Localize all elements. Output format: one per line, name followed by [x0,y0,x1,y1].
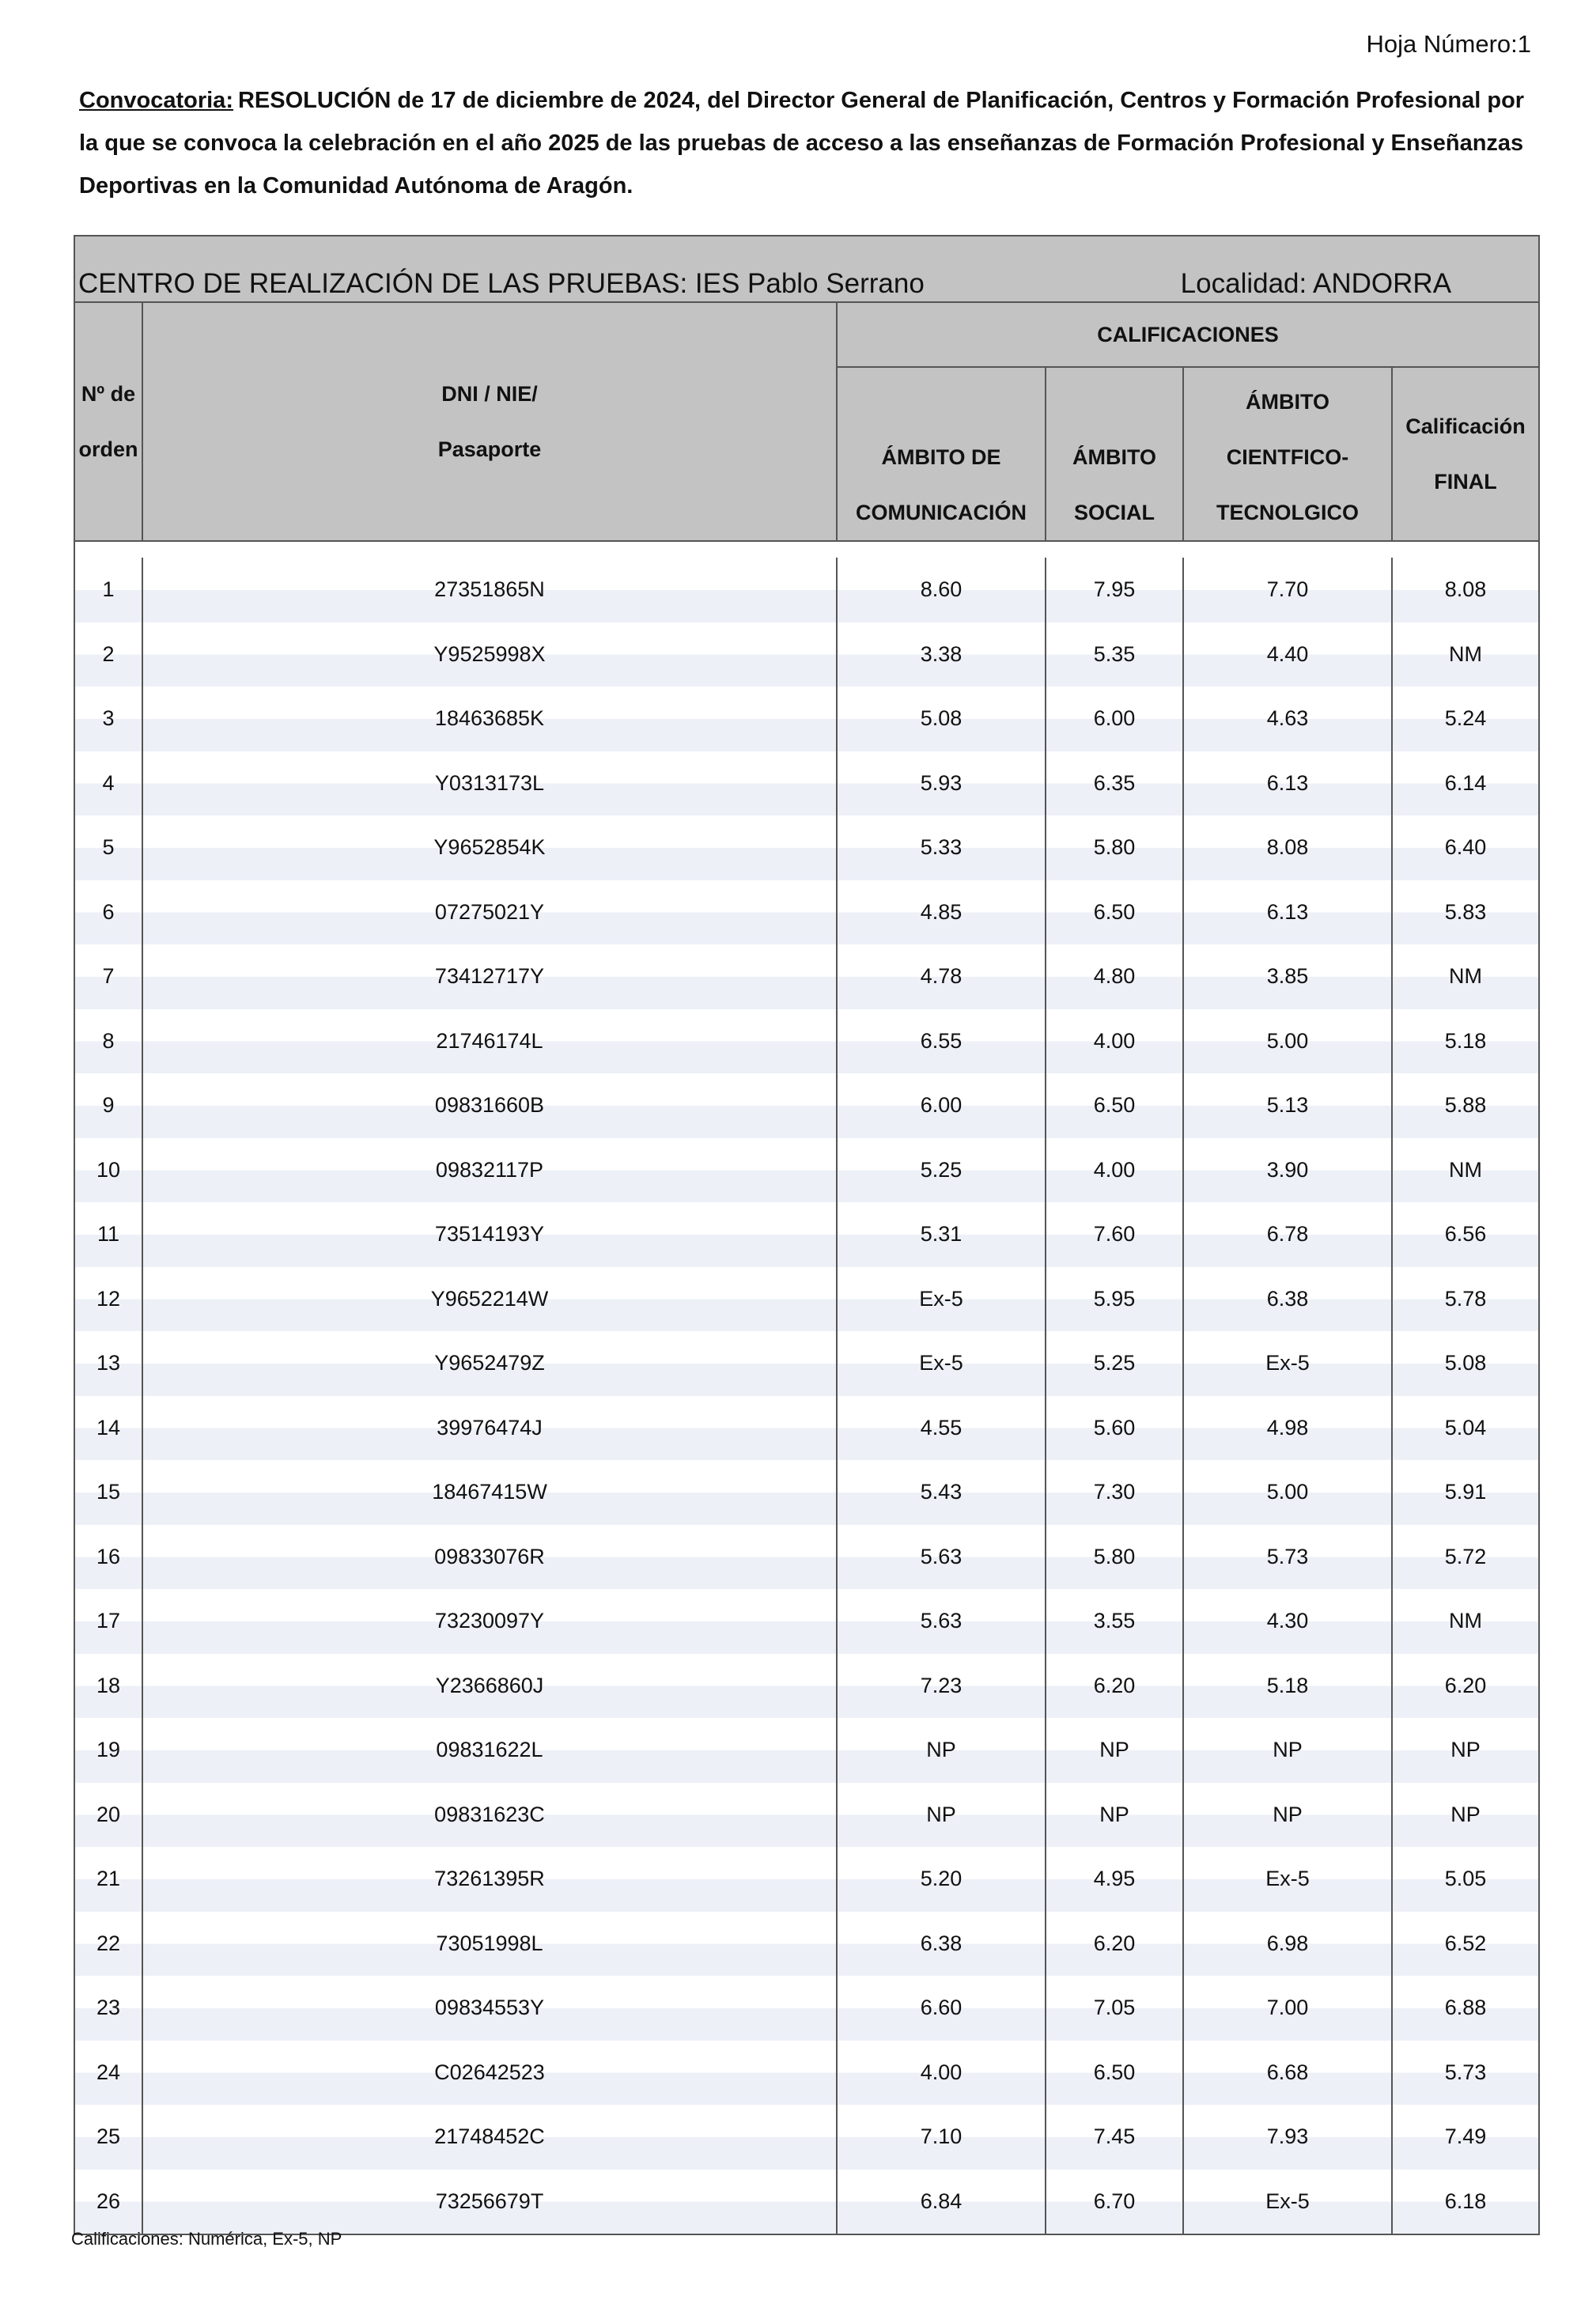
cell-final: 6.52 [1392,1912,1539,1977]
cell-comunicacion: 6.55 [837,1009,1046,1074]
cell-social: NP [1046,1718,1183,1783]
cell-final: 6.20 [1392,1654,1539,1719]
table-row [74,1912,1539,1977]
cell-social: 7.30 [1046,1460,1183,1525]
table-row [74,1396,1539,1461]
cell-social: 6.00 [1046,687,1183,751]
cell-social: 6.50 [1046,2041,1183,2105]
table-row [74,1138,1539,1203]
cell-final: 6.18 [1392,2170,1539,2235]
cell-social: 6.50 [1046,880,1183,945]
cell-order: 3 [74,687,142,751]
header-final [1392,367,1539,541]
cell-dni: 73230097Y [142,1589,837,1654]
cell-order: 11 [74,1202,142,1267]
cell-dni: 73514193Y [142,1202,837,1267]
cell-comunicacion: Ex-5 [837,1267,1046,1332]
cell-final: NP [1392,1718,1539,1783]
cell-order: 24 [74,2041,142,2105]
cell-dni: Y9525998X [142,622,837,687]
cell-dni: Y9652214W [142,1267,837,1332]
results-table [74,235,1540,2235]
cell-comunicacion: 4.00 [837,2041,1046,2105]
cell-cientifico: 6.98 [1183,1912,1392,1977]
cell-cientifico: 5.13 [1183,1073,1392,1138]
table-row [74,687,1539,751]
table-row [74,1976,1539,2041]
header-comunicacion [837,367,1046,541]
table-row [74,1202,1539,1267]
cell-cientifico: 7.93 [1183,2105,1392,2170]
header-order-line1: Nº de [81,382,136,406]
table-header [74,302,1539,541]
cell-comunicacion: 4.55 [837,1396,1046,1461]
cell-dni: 21748452C [142,2105,837,2170]
cell-order: 7 [74,944,142,1009]
cell-order: 12 [74,1267,142,1332]
header-social [1046,367,1183,541]
table-row [74,2170,1539,2235]
cell-dni: 09834553Y [142,1976,837,2041]
cell-dni: 07275021Y [142,880,837,945]
cell-final: NP [1392,1783,1539,1848]
cell-dni: 73256679T [142,2170,837,2235]
cell-order: 10 [74,1138,142,1203]
cell-final: 5.88 [1392,1073,1539,1138]
table-body [74,541,1539,2234]
cell-final: 7.49 [1392,2105,1539,2170]
cell-cientifico: 4.98 [1183,1396,1392,1461]
cell-order: 8 [74,1009,142,1074]
cell-dni: 39976474J [142,1396,837,1461]
cell-order: 20 [74,1783,142,1848]
cell-social: 4.95 [1046,1847,1183,1912]
table-row [74,1718,1539,1783]
cell-social: 6.20 [1046,1912,1183,1977]
cell-dni: Y2366860J [142,1654,837,1719]
cell-cientifico: 5.73 [1183,1525,1392,1590]
cell-social: 5.80 [1046,1525,1183,1590]
header-cientifico-line1: ÁMBITO CIENTFICO- [1226,390,1349,469]
cell-dni: Y9652479Z [142,1331,837,1396]
cell-comunicacion: 5.43 [837,1460,1046,1525]
cell-cientifico: 3.85 [1183,944,1392,1009]
cell-social: 3.55 [1046,1589,1183,1654]
cell-social: 4.00 [1046,1138,1183,1203]
table-row [74,2041,1539,2105]
cell-order: 18 [74,1654,142,1719]
cell-final: NM [1392,1138,1539,1203]
header-order [74,302,142,541]
header-social-line1: ÁMBITO [1072,445,1156,469]
cell-comunicacion: 3.38 [837,622,1046,687]
table-row [74,1654,1539,1719]
table-row [74,751,1539,816]
cell-social: 4.80 [1046,944,1183,1009]
cell-final: 5.18 [1392,1009,1539,1074]
cell-order: 19 [74,1718,142,1783]
cell-final: 5.83 [1392,880,1539,945]
cell-social: 7.45 [1046,2105,1183,2170]
table-row [74,1525,1539,1590]
cell-social: 7.60 [1046,1202,1183,1267]
cell-comunicacion: 7.23 [837,1654,1046,1719]
cell-comunicacion: 5.08 [837,687,1046,751]
header-dni [142,302,837,541]
cell-order: 16 [74,1525,142,1590]
cell-order: 6 [74,880,142,945]
table-row [74,880,1539,945]
center-row [74,236,1539,302]
locality-label: Localidad: ANDORRA [1180,268,1452,299]
footer-note: Calificaciones: Numérica, Ex-5, NP [71,2229,342,2249]
cell-cientifico: 4.40 [1183,622,1392,687]
cell-order: 15 [74,1460,142,1525]
cell-comunicacion: 5.20 [837,1847,1046,1912]
cell-order: 26 [74,2170,142,2235]
cell-dni: 21746174L [142,1009,837,1074]
cell-dni: 73051998L [142,1912,837,1977]
cell-final: 6.88 [1392,1976,1539,2041]
table-row [74,622,1539,687]
cell-order: 17 [74,1589,142,1654]
cell-final: 5.72 [1392,1525,1539,1590]
cell-final: 5.73 [1392,2041,1539,2105]
cell-dni: Y9652854K [142,815,837,880]
cell-order: 5 [74,815,142,880]
cell-dni: 09831623C [142,1783,837,1848]
cell-comunicacion: 6.84 [837,2170,1046,2235]
table-row [74,1847,1539,1912]
cell-cientifico: NP [1183,1783,1392,1848]
cell-cientifico: 5.00 [1183,1460,1392,1525]
cell-dni: 09833076R [142,1525,837,1590]
cell-cientifico: NP [1183,1718,1392,1783]
table-row [74,1460,1539,1525]
cell-social: 6.35 [1046,751,1183,816]
cell-order: 4 [74,751,142,816]
cell-comunicacion: 6.38 [837,1912,1046,1977]
table-row [74,1009,1539,1074]
cell-social: 5.95 [1046,1267,1183,1332]
header-final-line1: Calificación [1405,414,1526,438]
cell-dni: 73261395R [142,1847,837,1912]
cell-comunicacion: 5.63 [837,1525,1046,1590]
cell-cientifico: 6.13 [1183,880,1392,945]
cell-final: 5.91 [1392,1460,1539,1525]
header-comunicacion-line2: COMUNICACIÓN [856,501,1027,524]
cell-final: 6.56 [1392,1202,1539,1267]
table-row [74,1783,1539,1848]
cell-dni: 73412717Y [142,944,837,1009]
cell-comunicacion: 5.93 [837,751,1046,816]
cell-cientifico: 4.63 [1183,687,1392,751]
cell-dni: 18463685K [142,687,837,751]
cell-final: 5.04 [1392,1396,1539,1461]
cell-cientifico: 6.38 [1183,1267,1392,1332]
cell-cientifico: 6.13 [1183,751,1392,816]
cell-dni: 18467415W [142,1460,837,1525]
cell-dni: 09832117P [142,1138,837,1203]
cell-final: 5.05 [1392,1847,1539,1912]
cell-dni: Y0313173L [142,751,837,816]
cell-cientifico: Ex-5 [1183,1847,1392,1912]
cell-comunicacion: NP [837,1783,1046,1848]
table-row [74,1589,1539,1654]
cell-social: 7.05 [1046,1976,1183,2041]
cell-comunicacion: 5.25 [837,1138,1046,1203]
table-row [74,815,1539,880]
cell-order: 25 [74,2105,142,2170]
cell-final: 5.78 [1392,1267,1539,1332]
cell-cientifico: 6.68 [1183,2041,1392,2105]
convocatoria-paragraph [79,79,1526,207]
cell-final: NM [1392,1589,1539,1654]
cell-social: 6.70 [1046,2170,1183,2235]
cell-cientifico: 7.00 [1183,1976,1392,2041]
cell-comunicacion: Ex-5 [837,1331,1046,1396]
cell-comunicacion: 5.33 [837,815,1046,880]
cell-social: 5.25 [1046,1331,1183,1396]
table-row [74,1267,1539,1332]
cell-cientifico: 6.78 [1183,1202,1392,1267]
cell-final: 5.08 [1392,1331,1539,1396]
cell-cientifico: Ex-5 [1183,1331,1392,1396]
cell-social: 5.60 [1046,1396,1183,1461]
cell-dni: 27351865N [142,558,837,622]
cell-comunicacion: 6.60 [837,1976,1046,2041]
cell-social: 6.50 [1046,1073,1183,1138]
cell-final: 8.08 [1392,558,1539,622]
cell-order: 23 [74,1976,142,2041]
cell-social: 5.80 [1046,815,1183,880]
sheet-number: Hoja Número:1 [1366,30,1531,58]
header-final-line2: FINAL [1434,470,1497,494]
cell-social: 6.20 [1046,1654,1183,1719]
header-calificaciones: CALIFICACIONES [837,302,1539,367]
header-social-line2: SOCIAL [1073,501,1155,524]
cell-order: 9 [74,1073,142,1138]
cell-comunicacion: 8.60 [837,558,1046,622]
cell-final: NM [1392,944,1539,1009]
table-row [74,1073,1539,1138]
cell-final: NM [1392,622,1539,687]
convocatoria-text: RESOLUCIÓN de 17 de diciembre de 2024, del Director General de Planificación, Centros y Formación Profesional por la que se convoca la celebración en el año 2025 de las pruebas de acceso a las enseñanzas de Formación Profesional y Enseñanzas Deportivas en la Comunidad Autónoma de Aragón. [79,88,1525,199]
cell-cientifico: 7.70 [1183,558,1392,622]
cell-cientifico: Ex-5 [1183,2170,1392,2235]
cell-comunicacion: 5.31 [837,1202,1046,1267]
cell-cientifico: 5.00 [1183,1009,1392,1074]
cell-comunicacion: 5.63 [837,1589,1046,1654]
cell-social: 7.95 [1046,558,1183,622]
cell-order: 13 [74,1331,142,1396]
convocatoria-label: Convocatoria: [79,88,233,113]
table-row [74,944,1539,1009]
cell-order: 2 [74,622,142,687]
cell-social: 5.35 [1046,622,1183,687]
cell-final: 5.24 [1392,687,1539,751]
cell-comunicacion: 4.85 [837,880,1046,945]
cell-order: 1 [74,558,142,622]
header-order-line2: orden [78,437,138,461]
header-cientifico [1183,367,1392,541]
cell-cientifico: 3.90 [1183,1138,1392,1203]
table-row [74,558,1539,622]
cell-order: 22 [74,1912,142,1977]
cell-comunicacion: 6.00 [837,1073,1046,1138]
cell-final: 6.14 [1392,751,1539,816]
header-cientifico-line2: TECNOLGICO [1216,501,1359,524]
header-dni-line1: DNI / NIE/ [441,382,538,406]
cell-comunicacion: 7.10 [837,2105,1046,2170]
cell-dni: 09831622L [142,1718,837,1783]
cell-order: 21 [74,1847,142,1912]
cell-comunicacion: 4.78 [837,944,1046,1009]
cell-final: 6.40 [1392,815,1539,880]
cell-dni: C02642523 [142,2041,837,2105]
center-label: CENTRO DE REALIZACIÓN DE LAS PRUEBAS: IES Pablo Serrano [78,268,925,299]
cell-comunicacion: NP [837,1718,1046,1783]
header-comunicacion-line1: ÁMBITO DE [881,445,1001,469]
cell-order: 14 [74,1396,142,1461]
cell-cientifico: 8.08 [1183,815,1392,880]
cell-cientifico: 4.30 [1183,1589,1392,1654]
cell-social: NP [1046,1783,1183,1848]
header-dni-line2: Pasaporte [437,437,542,461]
table-row [74,1331,1539,1396]
cell-cientifico: 5.18 [1183,1654,1392,1719]
cell-social: 4.00 [1046,1009,1183,1074]
table-row [74,2105,1539,2170]
cell-dni: 09831660B [142,1073,837,1138]
